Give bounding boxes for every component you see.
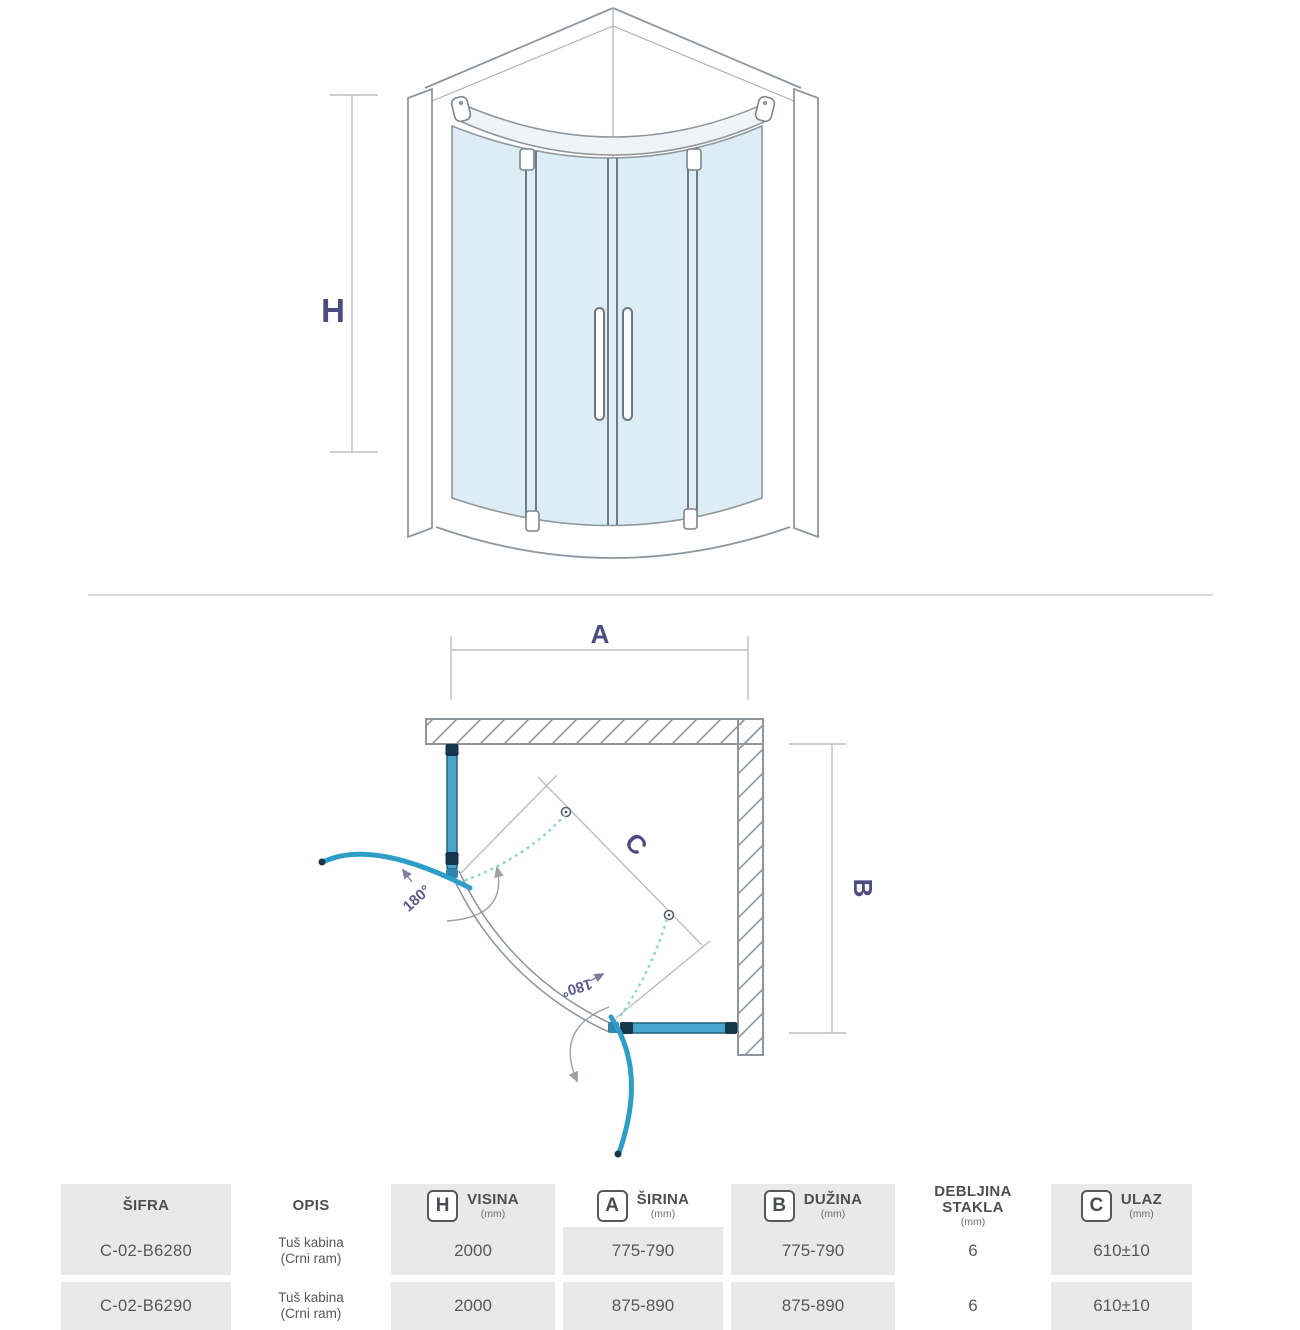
desc-line1: Tuš kabina: [278, 1289, 344, 1305]
cell-depth: 875-890: [731, 1282, 895, 1330]
desc-line2: (Crni ram): [280, 1306, 342, 1321]
swing-angle-bottom: [560, 974, 603, 1000]
col-unit-debljina: (mm): [960, 1215, 986, 1228]
cell-width: 775-790: [563, 1227, 723, 1275]
cell-entry: 610±10: [1051, 1282, 1192, 1330]
cell-depth: 775-790: [731, 1227, 895, 1275]
col-unit-ulaz: (mm): [1129, 1207, 1154, 1220]
col-header-duzina: [731, 1184, 895, 1228]
angle-left-label: 180°: [399, 881, 435, 916]
tray-edge: [436, 527, 790, 558]
door-hanger-right: [687, 149, 701, 170]
width-label: A: [590, 619, 610, 649]
door-track-inner: [459, 871, 612, 1024]
door-handle-right: [623, 308, 632, 420]
fixed-panel-bottom: [608, 1022, 737, 1034]
rail-end-cap-right: [754, 95, 775, 122]
col-header-sifra: [61, 1184, 231, 1228]
col-header-ulaz: [1051, 1184, 1192, 1228]
cell-glass: 6: [903, 1282, 1043, 1330]
b-box-icon: B: [764, 1190, 795, 1222]
door-guide-left: [526, 511, 539, 531]
cell-code: C-02-B6280: [61, 1227, 231, 1275]
col-title-sifra: ŠIFRA: [122, 1197, 170, 1215]
cell-entry: 610±10: [1051, 1227, 1192, 1275]
rail-end-cap-left: [450, 95, 471, 122]
depth-label: B: [848, 878, 878, 898]
col-header-sirina: [563, 1184, 723, 1228]
col-header-opis: [239, 1184, 383, 1228]
col-title-opis: OPIS: [292, 1197, 330, 1215]
height-label: H: [321, 292, 345, 329]
left-wall-panel: [408, 89, 432, 537]
h-box-icon: H: [427, 1190, 458, 1222]
col-unit-duzina: (mm): [820, 1207, 846, 1220]
dimension-h: [321, 95, 378, 452]
col-title-ulaz: ULAZ: [1120, 1190, 1163, 1208]
col-header-debljina: [903, 1184, 1043, 1228]
col-title-sirina: ŠIRINA: [636, 1190, 690, 1208]
swing-arrow-bottom: [570, 1007, 609, 1081]
front-view: [321, 8, 818, 558]
cell-height: 2000: [391, 1227, 555, 1275]
col-unit-sirina: (mm): [650, 1207, 676, 1220]
col-title-visina: VISINA: [467, 1190, 519, 1208]
right-wall-panel: [794, 89, 818, 537]
plan-view: [319, 619, 879, 1158]
open-door-bottom: [611, 1017, 632, 1153]
cell-desc: [239, 1227, 383, 1275]
desc-line1: Tuš kabina: [278, 1234, 344, 1250]
table-header-row: [61, 1183, 1192, 1228]
swing-angle-left: [400, 870, 434, 915]
table-row: [61, 1282, 1192, 1330]
a-box-icon: A: [597, 1190, 628, 1222]
fixed-panel-left: [446, 744, 459, 878]
desc-line2: (Crni ram): [280, 1251, 342, 1266]
door-travel-arc-top: [458, 815, 565, 883]
cell-desc: [239, 1282, 383, 1330]
col-header-visina: [391, 1184, 555, 1228]
door-handle-left: [595, 308, 604, 420]
entry-label: C: [618, 826, 654, 862]
cell-code: C-02-B6290: [61, 1282, 231, 1330]
dimension-b: [789, 744, 878, 1033]
spec-table: [61, 1184, 1192, 1330]
door-guide-right: [684, 509, 697, 529]
cell-height: 2000: [391, 1282, 555, 1330]
cell-glass: 6: [903, 1227, 1043, 1275]
col-title-duzina: DUŽINA: [803, 1190, 863, 1208]
door-hanger-left: [520, 149, 534, 170]
table-row: [61, 1227, 1192, 1275]
door-travel-arc-bottom: [618, 919, 667, 1019]
col-unit-visina: (mm): [480, 1207, 506, 1220]
cell-width: 875-890: [563, 1282, 723, 1330]
col-title-debljina: DEBLJINA STAKLA: [934, 1183, 1012, 1216]
door-track-outer: [452, 875, 609, 1032]
c-box-icon: C: [1081, 1190, 1112, 1222]
dimension-a: [451, 619, 748, 700]
plan-wall-right: [738, 719, 763, 1055]
plan-wall-top: [426, 719, 763, 744]
angle-bottom-label: 180°: [559, 975, 595, 1000]
